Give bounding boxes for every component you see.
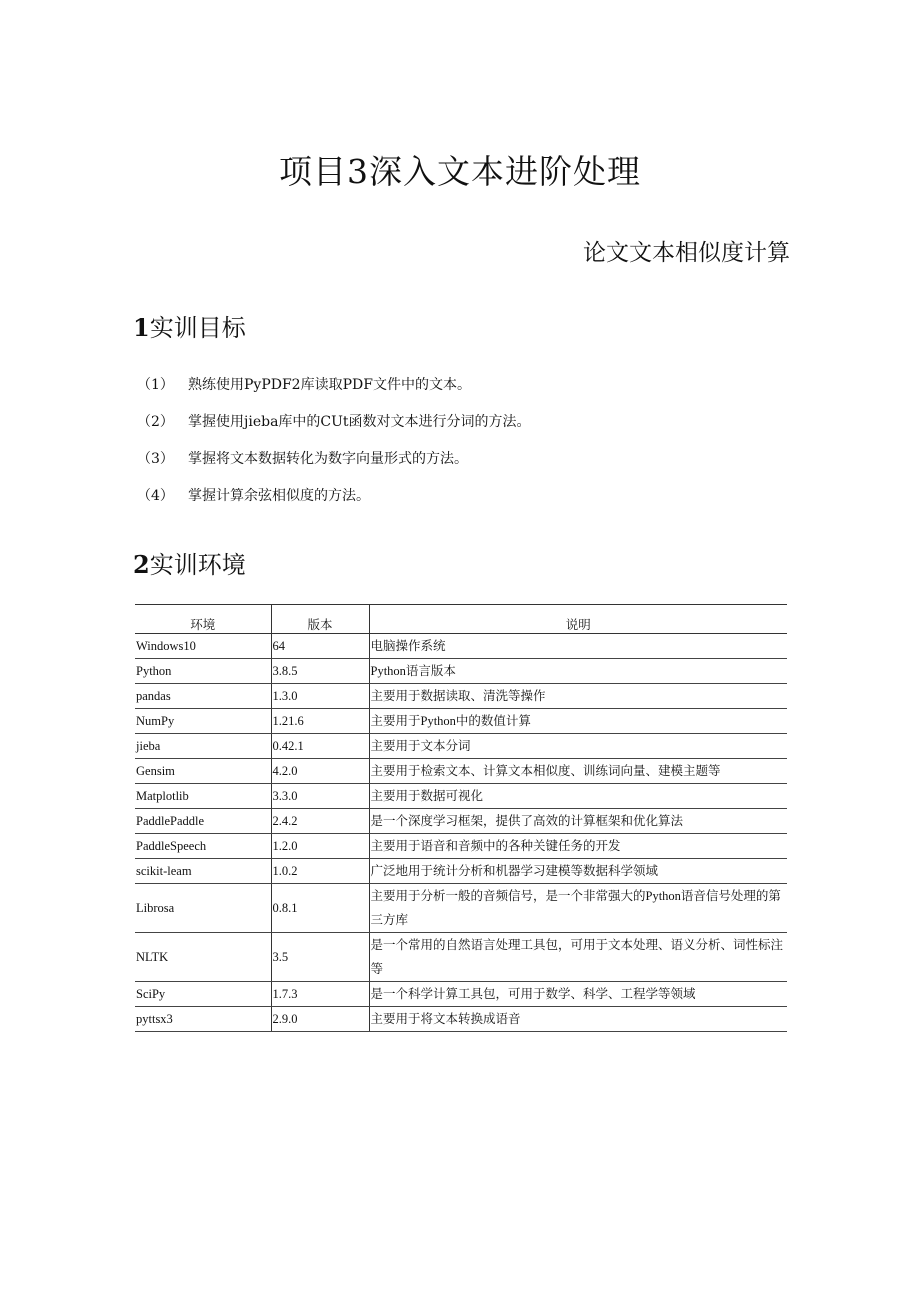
table-cell: 主要用于Python中的数值计算: [369, 709, 787, 734]
table-cell: 主要用于检索文本、计算文本相似度、训练词向量、建模主题等: [369, 759, 787, 784]
table-row: [135, 834, 787, 859]
table-cell: 主要用于数据可视化: [369, 784, 787, 809]
section-heading-objectives: [133, 308, 246, 343]
list-item: [137, 448, 531, 485]
table-cell: 0.8.1: [271, 884, 369, 933]
table-cell: 4.2.0: [271, 759, 369, 784]
table-cell: 0.42.1: [271, 734, 369, 759]
table-cell: 1.7.3: [271, 982, 369, 1007]
table-cell: 1.21.6: [271, 709, 369, 734]
table-cell: 3.5: [271, 933, 369, 982]
table-cell: 电脑操作系统: [369, 634, 787, 659]
table-row: [135, 859, 787, 884]
table-cell: pandas: [135, 684, 271, 709]
list-item-text: 掌握计算余弦相似度的方法。: [188, 488, 370, 504]
table-cell: 是一个深度学习框架，提供了高效的计算框架和优化算法: [369, 809, 787, 834]
table-cell: PaddleSpeech: [135, 834, 271, 859]
column-header: 环境: [135, 605, 271, 634]
table-cell: Librosa: [135, 884, 271, 933]
table-cell: pyttsx3: [135, 1007, 271, 1032]
table-row: [135, 759, 787, 784]
table-row: [135, 933, 787, 982]
table-cell: 3.3.0: [271, 784, 369, 809]
section-heading-environment: [133, 545, 246, 580]
table-cell: 主要用于将文本转换成语音: [369, 1007, 787, 1032]
table-row: [135, 684, 787, 709]
table-cell: 1.0.2: [271, 859, 369, 884]
list-item-number: （4）: [137, 488, 174, 504]
table-cell: scikit-leam: [135, 859, 271, 884]
table-row: [135, 1007, 787, 1032]
list-item: [137, 411, 531, 448]
table-cell: 1.2.0: [271, 834, 369, 859]
table-row: [135, 709, 787, 734]
table-cell: 3.8.5: [271, 659, 369, 684]
environment-table: [135, 604, 787, 1032]
table-row: [135, 634, 787, 659]
table-cell: 主要用于分析一般的音频信号，是一个非常强大的Python语音信号处理的第三方库: [369, 884, 787, 933]
table-cell: 1.3.0: [271, 684, 369, 709]
section-number: 1: [133, 313, 150, 342]
page-subtitle: 论文文本相似度计算: [583, 240, 790, 266]
table-row: [135, 884, 787, 933]
table-cell: Matplotlib: [135, 784, 271, 809]
table-cell: Python语言版本: [369, 659, 787, 684]
table-cell: SciPy: [135, 982, 271, 1007]
table-row: [135, 734, 787, 759]
table-cell: 主要用于文本分词: [369, 734, 787, 759]
table-cell: 主要用于语音和音频中的各种关键任务的开发: [369, 834, 787, 859]
table-cell: 64: [271, 634, 369, 659]
table-row: [135, 982, 787, 1007]
section-number: 2: [133, 550, 150, 579]
table-cell: jieba: [135, 734, 271, 759]
table-cell: 是一个科学计算工具包，可用于数学、科学、工程学等领域: [369, 982, 787, 1007]
column-header: 说明: [369, 605, 787, 634]
table-cell: 2.4.2: [271, 809, 369, 834]
table-cell: Gensim: [135, 759, 271, 784]
list-item-text: 掌握使用jieba库中的CUt函数对文本进行分词的方法。: [188, 414, 531, 430]
table-cell: 广泛地用于统计分析和机器学习建模等数据科学领域: [369, 859, 787, 884]
page-title: 项目3深入文本进阶处理: [279, 152, 641, 191]
list-item-number: （1）: [137, 377, 174, 393]
table-cell: 主要用于数据读取、清洗等操作: [369, 684, 787, 709]
table-cell: 是一个常用的自然语言处理工具包，可用于文本处理、语义分析、词性标注等: [369, 933, 787, 982]
objectives-list: [137, 374, 531, 522]
table-row: [135, 809, 787, 834]
list-item: [137, 485, 531, 522]
list-item-text: 熟练使用PyPDF2库读取PDF文件中的文本。: [188, 377, 471, 393]
table-row: [135, 659, 787, 684]
column-header: 版本: [271, 605, 369, 634]
table-body: [135, 634, 787, 1032]
table-cell: NumPy: [135, 709, 271, 734]
table-header-row: [135, 605, 787, 634]
list-item-number: （2）: [137, 414, 174, 430]
table-cell: 2.9.0: [271, 1007, 369, 1032]
list-item-number: （3）: [137, 451, 174, 467]
table-cell: NLTK: [135, 933, 271, 982]
table-cell: Python: [135, 659, 271, 684]
section-label: 实训环境: [149, 551, 246, 579]
list-item-text: 掌握将文本数据转化为数字向量形式的方法。: [188, 451, 468, 467]
table-cell: PaddlePaddle: [135, 809, 271, 834]
table-row: [135, 784, 787, 809]
table-cell: Windows10: [135, 634, 271, 659]
section-label: 实训目标: [149, 314, 246, 342]
list-item: [137, 374, 531, 411]
